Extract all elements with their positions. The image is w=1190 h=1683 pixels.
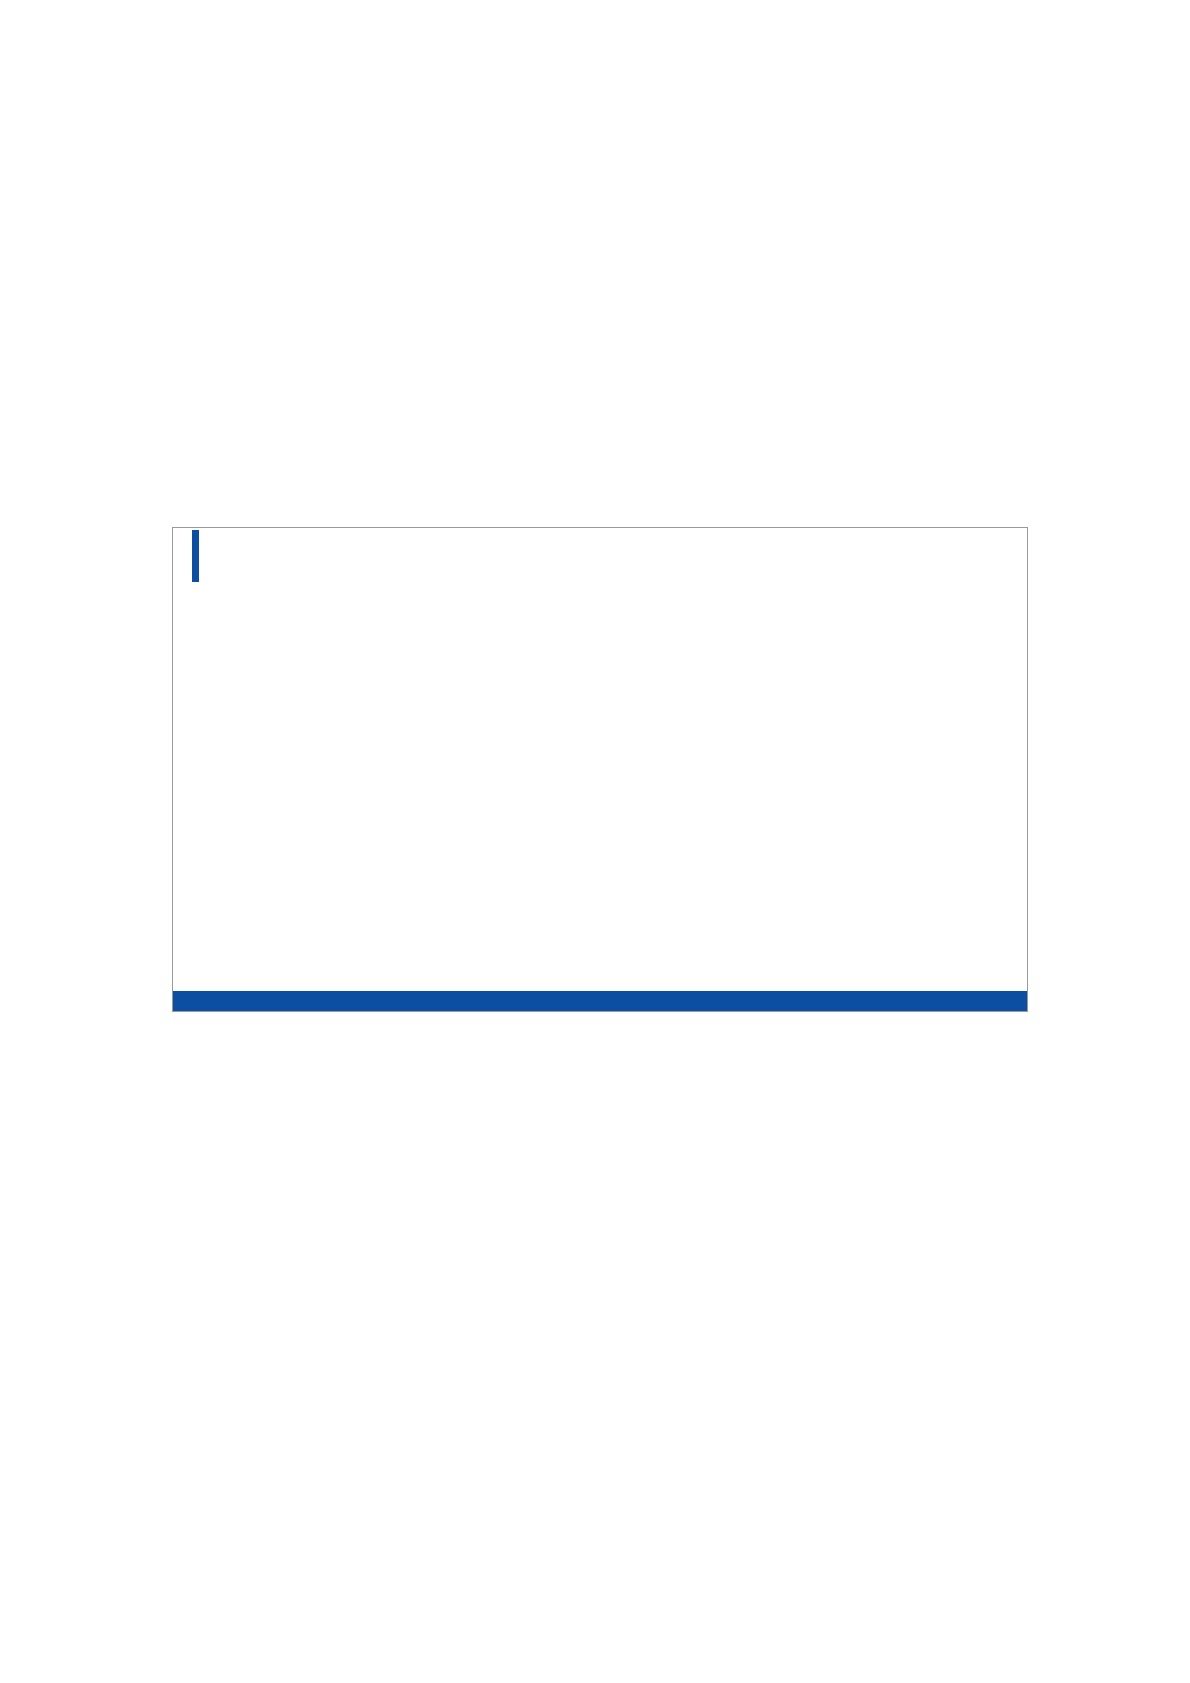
sales-bar-chart: [173, 586, 633, 991]
slide-title-accent-bar: [192, 530, 199, 582]
slide-footer: [173, 991, 1027, 1011]
sales-trend-slide: [172, 527, 1028, 1012]
